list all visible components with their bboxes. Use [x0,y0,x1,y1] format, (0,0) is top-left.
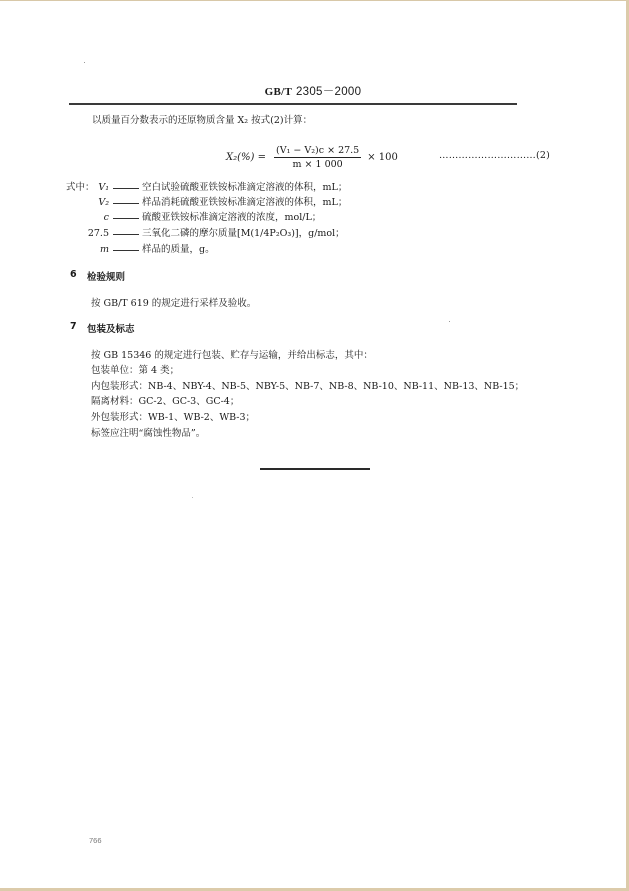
where-description: 三氧化二磷的摩尔质量[M(1/4P₂O₃)]，g/mol； [142,228,345,239]
section-7-number: 7 [70,321,77,332]
section-7-line: 隔离材料：GC-2、GC-3、GC-4； [91,396,240,407]
section-7-line: 包装单位：第 4 类； [91,365,180,376]
section-7-line: 外包装形式：WB-1、WB-2、WB-3； [91,412,256,423]
standard-code-header [0,83,626,99]
where-prefix: 式中： [66,182,95,193]
where-symbol: V₁ [98,182,109,193]
where-symbol: m [99,244,109,255]
section-7-line: 按 GB 15346 的规定进行包装、贮存与运输，并给出标志，其中： [91,350,373,361]
document-page [0,1,626,888]
section-6-body: 按 GB/T 619 的规定进行采样及验收。 [91,298,257,309]
where-symbol: V₂ [98,197,109,208]
header-rule [69,103,517,105]
formula-fraction [274,145,361,170]
formula-numerator: (V₁ − V₂)c × 27.5 [276,144,360,156]
scan-speck [449,321,450,322]
standard-prefix: GB/T [264,86,293,98]
section-6-number: 6 [70,269,77,280]
where-description: 空白试验硫酸亚铁铵标准滴定溶液的体积，mL； [142,182,348,193]
standard-number: 2305－2000 [295,86,362,98]
where-description: 样品消耗硫酸亚铁铵标准滴定溶液的体积，mL； [142,197,348,208]
section-7-line: 内包装形式：NB-4、NBY-4、NB-5、NBY-5、NB-7、NB-8、NB-10、NB-11、NB-13、NB-15； [91,381,525,392]
end-of-text-rule [260,468,370,470]
formula-multiplier: × 100 [367,151,398,163]
section-7-line: 标签应注明“腐蚀性物品”。 [91,428,206,439]
where-symbol: c [103,212,109,223]
equation-number: …………………………(2) [439,150,551,161]
section-6-title: 检验规则 [87,272,126,283]
formula-lhs: X₂(%) = [226,151,266,163]
page-number: 766 [89,836,102,845]
formula-2 [226,140,398,174]
where-description: 硫酸亚铁铵标准滴定溶液的浓度，mol/L； [142,212,322,223]
formula-intro-text: 以质量百分数表示的还原物质含量 X₂ 按式(2)计算： [92,115,313,126]
section-7-title: 包装及标志 [87,324,135,335]
where-dash [113,250,139,251]
where-dash [113,218,139,219]
where-description: 样品的质量，g。 [142,244,215,255]
formula-denominator: m × 1 000 [292,158,343,170]
scan-speck [84,62,85,63]
where-dash [113,234,139,235]
where-dash [113,203,139,204]
scan-speck [192,497,193,498]
where-dash [113,188,139,189]
where-symbol: 27.5 [87,228,109,239]
